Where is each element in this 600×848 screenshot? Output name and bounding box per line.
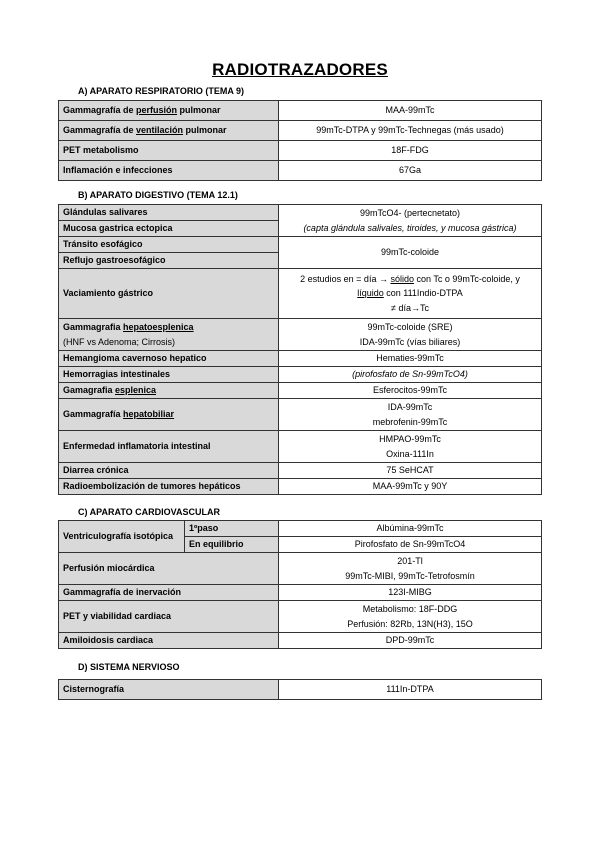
table-nervioso	[58, 679, 542, 700]
table-row	[59, 205, 542, 221]
row-label: Hemorragias intestinales	[59, 367, 279, 383]
row-label: Diarrea crónica	[59, 463, 279, 479]
row-label: Glándulas salivares	[59, 205, 279, 221]
table-row	[59, 269, 542, 319]
row-label: Perfusión miocárdica	[59, 553, 279, 585]
row-label: Enfermedad inflamatoria intestinal	[59, 431, 279, 463]
row-value: Hematies-99mTc	[279, 351, 542, 367]
row-label: Vaciamiento gástrico	[59, 269, 279, 319]
row-label: Gammagrafía de ventilación pulmonar	[59, 121, 279, 141]
row-label: Gammagrafía hepatobiliar	[59, 399, 279, 431]
row-sublabel: 1ºpaso	[185, 521, 279, 537]
row-sublabel: En equilibrio	[185, 537, 279, 553]
row-value: MAA-99mTc y 90Y	[279, 479, 542, 495]
row-value: 99mTc-coloide (SRE) IDA-99mTc (vías biliares)	[279, 319, 542, 351]
table-row	[59, 680, 542, 700]
table-row	[59, 399, 542, 431]
row-label: Gamagrafia esplenica	[59, 383, 279, 399]
table-row	[59, 351, 542, 367]
row-value: Albúmina-99mTc	[279, 521, 542, 537]
table-row	[59, 431, 542, 463]
table-row	[59, 463, 542, 479]
section-heading-digestivo: B) APARATO DIGESTIVO (TEMA 12.1)	[78, 190, 238, 200]
table-respiratorio	[58, 100, 542, 181]
section-heading-respiratorio: A) APARATO RESPIRATORIO (TEMA 9)	[78, 86, 245, 96]
row-label: Gammagrafía de perfusión pulmonar	[59, 101, 279, 121]
row-label: Gammagrafia hepatoesplenica (HNF vs Adenoma; Cirrosis)	[59, 319, 279, 351]
row-value: Pirofosfato de Sn-99mTcO4	[279, 537, 542, 553]
table-row	[59, 221, 542, 237]
row-label: Inflamación e infecciones	[59, 161, 279, 181]
table-row	[59, 585, 542, 601]
section-heading-cardiovascular: C) APARATO CARDIOVASCULAR	[78, 507, 220, 517]
row-label: Amiloidosis cardiaca	[59, 633, 279, 649]
table-row	[59, 553, 542, 585]
row-value: 75 SeHCAT	[279, 463, 542, 479]
table-row	[59, 141, 542, 161]
row-label: Radioembolización de tumores hepáticos	[59, 479, 279, 495]
row-value: Metabolismo: 18F-DDG Perfusión: 82Rb, 13N(H3), 15O	[279, 601, 542, 633]
table-row	[59, 383, 542, 399]
table-row	[59, 479, 542, 495]
table-row	[59, 367, 542, 383]
row-label: PET metabolismo	[59, 141, 279, 161]
row-value: (capta glándula salivales, tiroides, y mucosa gástrica)	[279, 221, 542, 237]
table-row	[59, 101, 542, 121]
table-row	[59, 121, 542, 141]
row-label: Tránsito esofágico	[59, 237, 279, 253]
row-label: Cisternografía	[59, 680, 279, 700]
row-value: 18F-FDG	[279, 141, 542, 161]
section-heading-nervioso: D) SISTEMA NERVIOSO	[78, 662, 180, 672]
row-label: PET y viabilidad cardiaca	[59, 601, 279, 633]
page-title: RADIOTRAZADORES	[212, 60, 388, 79]
table-row	[59, 633, 542, 649]
table-row	[59, 521, 542, 537]
row-label: Hemangioma cavernoso hepatico	[59, 351, 279, 367]
row-value: Esferocitos-99mTc	[279, 383, 542, 399]
row-value: HMPAO-99mTc Oxina-111In	[279, 431, 542, 463]
row-value: 201-Tl 99mTc-MIBI, 99mTc-Tetrofosmín	[279, 553, 542, 585]
row-value: 99mTc-coloide	[279, 237, 542, 269]
row-value: MAA-99mTc	[279, 101, 542, 121]
row-value: 123I-MIBG	[279, 585, 542, 601]
row-value: 99mTcO4- (pertecnetato)	[279, 205, 542, 221]
row-label: Reflujo gastroesofágico	[59, 253, 279, 269]
row-value: (pirofosfato de Sn-99mTcO4)	[279, 367, 542, 383]
row-value: 111In-DTPA	[279, 680, 542, 700]
row-value: DPD-99mTc	[279, 633, 542, 649]
row-label: Gammagrafía de inervación	[59, 585, 279, 601]
row-value: 67Ga	[279, 161, 542, 181]
row-value: IDA-99mTc mebrofenin-99mTc	[279, 399, 542, 431]
table-row	[59, 601, 542, 633]
table-cardiovascular	[58, 520, 542, 649]
row-value: 99mTc-DTPA y 99mTc-Technegas (más usado)	[279, 121, 542, 141]
table-digestivo	[58, 204, 542, 495]
row-label: Ventriculografía isotópica	[59, 521, 185, 553]
table-row	[59, 237, 542, 253]
row-value: 2 estudios en = día → sólido con Tc o 99mTc-coloide, y líquido con 111Indio-DTPA ≠ día→Tc	[279, 269, 542, 319]
table-row	[59, 319, 542, 351]
table-row	[59, 161, 542, 181]
row-label: Mucosa gastrica ectopica	[59, 221, 279, 237]
